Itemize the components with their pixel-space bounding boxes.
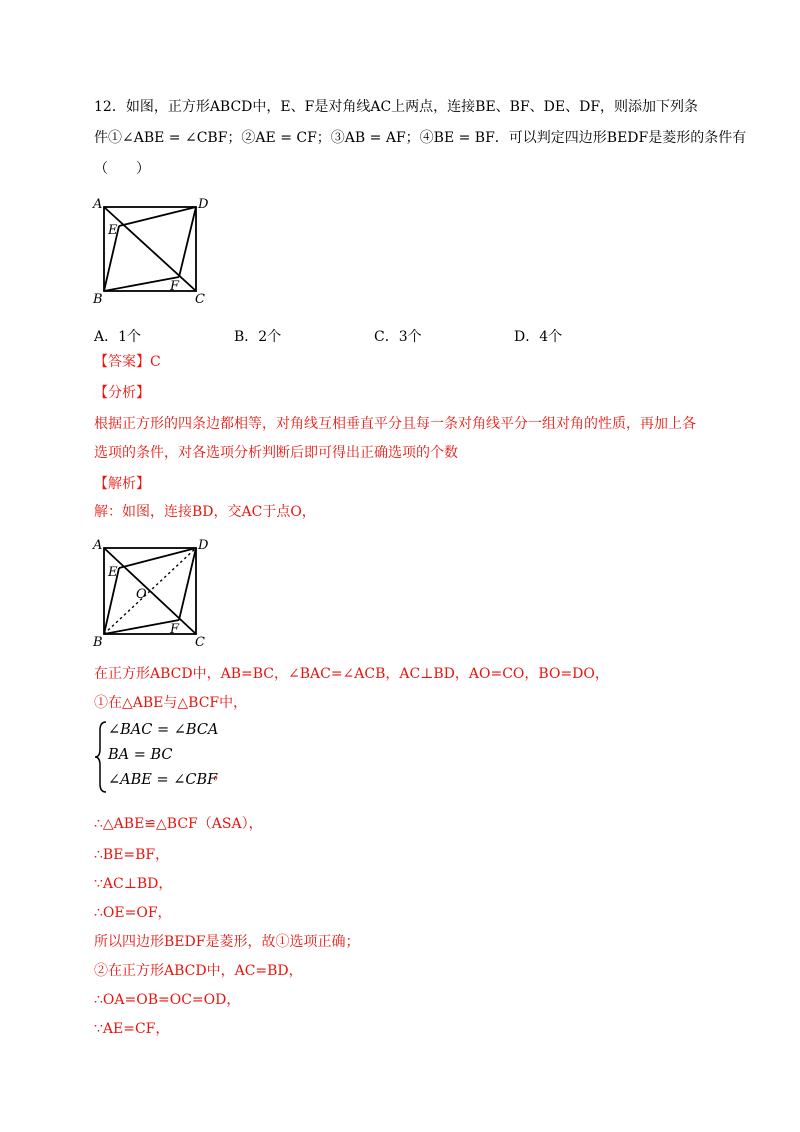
proof-line-3: ∵AC⊥BD， bbox=[94, 876, 173, 892]
label-d: D bbox=[198, 538, 209, 553]
segment-bf bbox=[104, 620, 179, 634]
system-trailing-comma: ， bbox=[214, 766, 228, 782]
analysis-line-1: 根据正方形的四条边都相等，对角线互相垂直平分且每一条对角线平分一组对角的性质，再加上各 bbox=[94, 416, 696, 432]
equation-system bbox=[94, 718, 254, 798]
proof-line-8: ∵AE=CF， bbox=[94, 1021, 170, 1037]
label-b: B bbox=[93, 292, 103, 307]
label-o: O bbox=[136, 587, 147, 602]
segment-de bbox=[119, 207, 196, 226]
proof-line-1: ∴△ABE≌△BCF（ASA）， bbox=[94, 816, 263, 832]
segment-df bbox=[179, 207, 196, 277]
label-b: B bbox=[93, 635, 103, 650]
label-f: F bbox=[170, 279, 180, 294]
proof-line-5: 所以四边形BEDF是菱形，故①选项正确； bbox=[94, 934, 360, 950]
label-e: E bbox=[108, 223, 118, 238]
label-d: D bbox=[198, 197, 209, 212]
label-e: E bbox=[108, 565, 118, 580]
left-brace bbox=[94, 720, 108, 794]
label-a: A bbox=[93, 197, 103, 212]
label-a: A bbox=[93, 538, 103, 553]
answer-line: 【答案】C bbox=[94, 354, 161, 370]
proof-line-7: ∴OA=OB=OC=OD， bbox=[94, 992, 241, 1008]
proof-line-2: ∴BE=BF， bbox=[94, 847, 170, 863]
option-b[interactable]: B．2个 bbox=[234, 329, 282, 345]
question-line-2: 件①∠ABE = ∠CBF；②AE = CF；③AB = AF；④BE = BF．可以判定四边形BEDF是菱形的条件有 bbox=[94, 130, 747, 146]
solution-line-1: 在正方形ABCD中，AB=BC，∠BAC=∠ACB，AC⊥BD，AO=CO，BO=DO， bbox=[94, 666, 609, 682]
proof-line-4: ∴OE=OF， bbox=[94, 905, 172, 921]
square-figure-with-bd bbox=[90, 536, 215, 651]
label-c: C bbox=[195, 635, 205, 650]
analysis-heading: 【分析】 bbox=[94, 385, 150, 401]
segment-df bbox=[179, 548, 196, 620]
solution-line-2: ①在△ABE与△BCF中， bbox=[94, 695, 248, 711]
solution-intro: 解：如图，连接BD，交AC于点O， bbox=[94, 504, 316, 520]
solution-heading: 【解析】 bbox=[94, 476, 150, 492]
diagonal-ac bbox=[104, 207, 196, 291]
system-row-2: BA = BC bbox=[108, 747, 173, 763]
option-d[interactable]: D．4个 bbox=[514, 329, 563, 345]
system-row-1: ∠BAC = ∠BCA bbox=[108, 722, 219, 738]
question-line-1: 12．如图，正方形ABCD中，E、F是对角线AC上两点，连接BE、BF、DE、DF，则添加下列条 bbox=[94, 99, 699, 115]
option-a[interactable]: A．1个 bbox=[94, 329, 142, 345]
option-c[interactable]: C．3个 bbox=[374, 329, 422, 345]
answer-options bbox=[94, 326, 714, 346]
segment-bf bbox=[104, 277, 179, 291]
label-f: F bbox=[170, 622, 180, 637]
proof-line-6: ②在正方形ABCD中，AC=BD， bbox=[94, 963, 303, 979]
analysis-line-2: 选项的条件，对各选项分析判断后即可得出正确选项的个数 bbox=[94, 445, 458, 461]
square-figure bbox=[90, 195, 215, 307]
label-c: C bbox=[195, 292, 205, 307]
system-row-3: ∠ABE = ∠CBF bbox=[108, 772, 218, 788]
question-line-3: （ ） bbox=[94, 161, 150, 177]
